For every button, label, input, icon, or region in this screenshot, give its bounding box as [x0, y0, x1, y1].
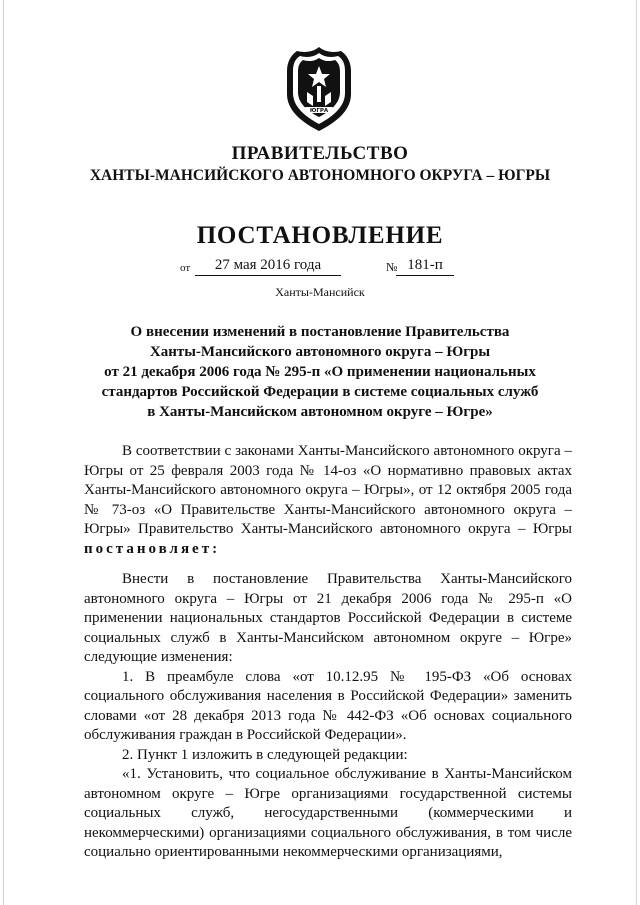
- quote-paragraph: «1. Установить, что социальное обслуживание в Ханты-Мансийском автономном округе – Югре организациями государственной системы социальных служб, негосударственными (коммерческими и некоммерческими) организациями социального обслуживания, в том числе социально ориентированными некоммерческими организациями,: [84, 766, 572, 860]
- date-prefix: от: [180, 262, 191, 274]
- city-name: Ханты-Мансийск: [275, 285, 365, 299]
- document-heading: [90, 322, 550, 422]
- emblem-icon: [281, 44, 357, 134]
- heading-line: от 21 декабря 2006 года № 295-п «О применении национальных: [104, 364, 536, 380]
- item-1-paragraph: 1. В преамбуле слова «от 10.12.95 № 195-ФЗ «Об основах социального обслуживания населения в Российской Федерации» заменить словами «от 28 декабря 2013 года № 442-ФЗ «Об основах социального обслуживания граждан в Российской Федерации».: [84, 668, 572, 743]
- item-2-paragraph: 2. Пункт 1 изложить в следующей редакции:: [122, 746, 408, 763]
- document-number: 181-п: [396, 257, 454, 276]
- resolves-word: постановляет:: [84, 540, 221, 557]
- heading-line: Ханты-Мансийского автономного округа – Югры: [149, 344, 491, 360]
- scan-edge-right: [636, 0, 637, 905]
- intro-paragraph: Внести в постановление Правительства Ханты-Мансийского автономного округа – Югры от 21 декабря 2006 года № 295-п «О применении национальных стандартов Российской Федерации в системе социальных служб в Ханты-Мансийском автономном округе – Югре» следующие изменения:: [84, 571, 572, 665]
- preamble-paragraph: [84, 442, 572, 559]
- heading-line: в Ханты-Мансийском автономном округе – Югре»: [147, 404, 493, 420]
- preamble-text: В соответствии с законами Ханты-Мансийского автономного округа – Югры от 25 февраля 2003 года № 14-оз «О нормативно правовых актах Ханты-Мансийского автономного округа – Югры», от 12 октября 2005 года № 73-оз «О Правительстве Ханты-Мансийского автономного округа – Югры» Правительство Ханты-Мансийского автономного округа – Югры: [84, 443, 572, 537]
- government-title: ПРАВИТЕЛЬСТВО: [231, 143, 409, 164]
- heading-line: О внесении изменений в постановление Правительства: [130, 324, 510, 340]
- body-section: [84, 570, 572, 863]
- heading-line: стандартов Российской Федерации в системе социальных служб: [101, 384, 539, 400]
- date-number-line: [0, 257, 640, 279]
- document-date: 27 мая 2016 года: [195, 257, 341, 276]
- region-title: ХАНТЫ-МАНСИЙСКОГО АВТОНОМНОГО ОКРУГА – ЮГРЫ: [89, 167, 551, 184]
- document-type: ПОСТАНОВЛЕНИЕ: [196, 222, 444, 249]
- preamble-section: [84, 442, 572, 559]
- coat-of-arms-emblem: [281, 44, 357, 134]
- emblem-label: ЮГРА: [309, 108, 329, 114]
- number-prefix: №: [386, 260, 398, 274]
- scan-edge-left: [3, 0, 4, 905]
